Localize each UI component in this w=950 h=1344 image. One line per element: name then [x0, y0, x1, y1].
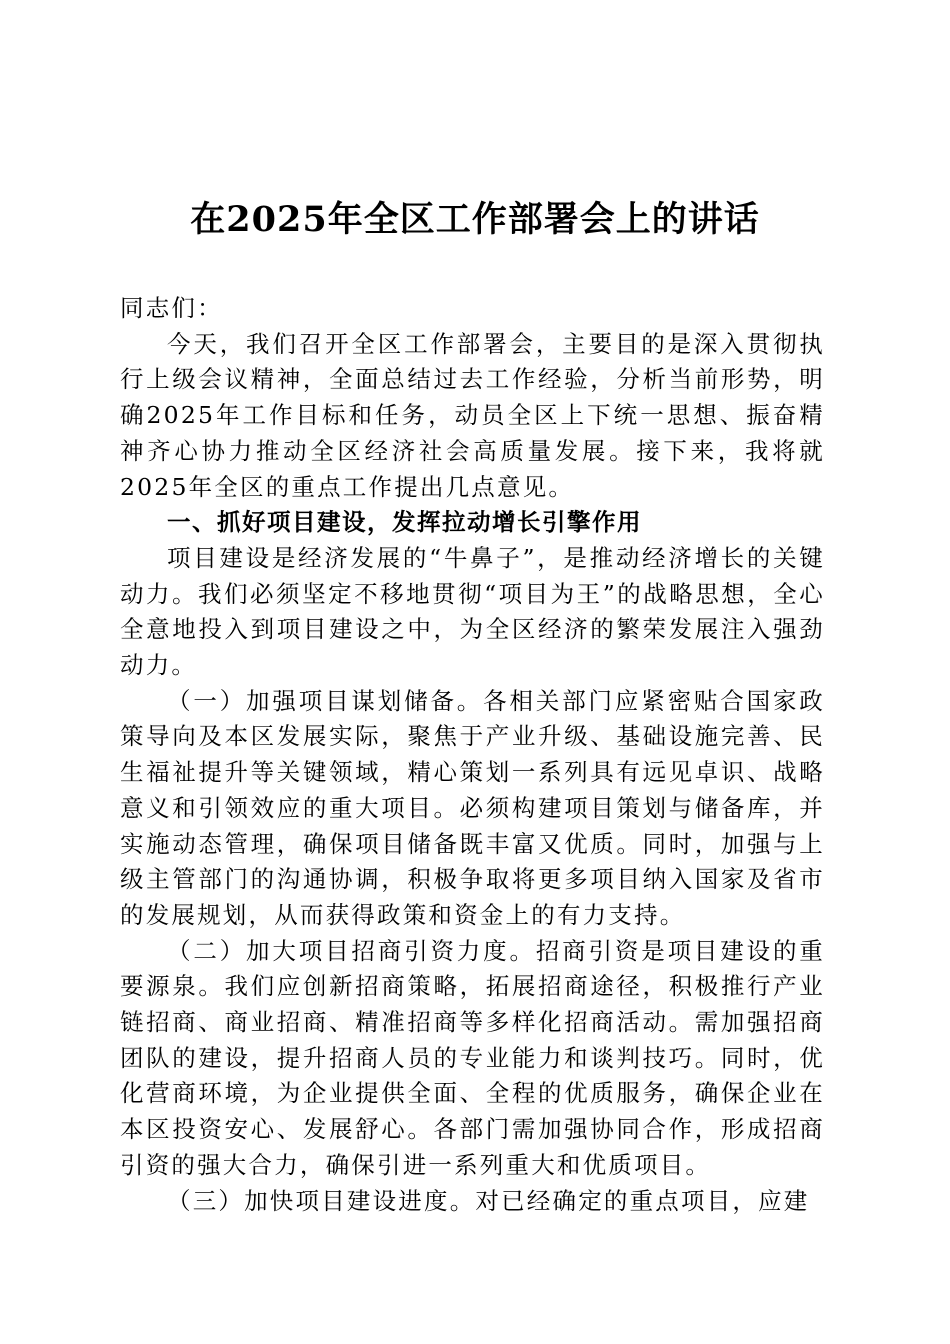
item-title: （一）加强项目谋划储备。 — [167, 686, 484, 715]
item-paragraph-2 — [120, 934, 825, 1184]
salutation: 同志们： — [120, 294, 223, 322]
document-title: 在2025年全区工作部署会上的讲话 — [190, 199, 760, 240]
document-body — [120, 291, 825, 1219]
item-title: （三）加快项目建设进度。 — [167, 1186, 476, 1215]
item-paragraph-3 — [120, 1184, 825, 1220]
section-lead-paragraph: 项目建设是经济发展的“牛鼻子”，是推动经济增长的关键动力。我们必须坚定不移地贯彻“项目为王”的战略思想，全心全意地投入到项目建设之中，为全区经济的繁荣发展注入强劲动力。 — [120, 543, 825, 680]
item-text: 各相关部门应紧密贴合国家政策导向及本区发展实际，聚焦于产业升级、基础设施完善、民生福祉提升等关键领域，精心策划一系列具有远见卓识、战略意义和引领效应的重大项目。必须构建项目策划与储备库，并实施动态管理，确保项目储备既丰富又优质。同时，加强与上级主管部门的沟通协调，积极争取将更多项目纳入国家及省市的发展规划，从而获得政策和资金上的有力支持。 — [120, 686, 825, 929]
intro-paragraph: 今天，我们召开全区工作部署会，主要目的是深入贯彻执行上级会议精神，全面总结过去工作经验，分析当前形势，明确2025年工作目标和任务，动员全区上下统一思想、振奋精神齐心协力推动全区经济社会高质量发展。接下来，我将就2025年全区的重点工作提出几点意见。 — [120, 329, 825, 501]
item-paragraph-1 — [120, 684, 825, 934]
item-text: 招商引资是项目建设的重要源泉。我们应创新招商策略，拓展招商途径，积极推行产业链招商、商业招商、精准招商等多样化招商活动。需加强招商团队的建设，提升招商人员的专业能力和谈判技巧。同时，优化营商环境，为企业提供全面、全程的优质服务，确保企业在本区投资安心、发展舒心。各部门需加强协同合作，形成招商引资的强大合力，确保引进一系列重大和优质项目。 — [120, 936, 825, 1179]
item-title: （二）加大项目招商引资力度。 — [167, 936, 536, 965]
item-text: 对已经确定的重点项目，应建 — [475, 1186, 810, 1215]
section-heading: 一、抓好项目建设，发挥拉动增长引擎作用 — [167, 508, 642, 537]
